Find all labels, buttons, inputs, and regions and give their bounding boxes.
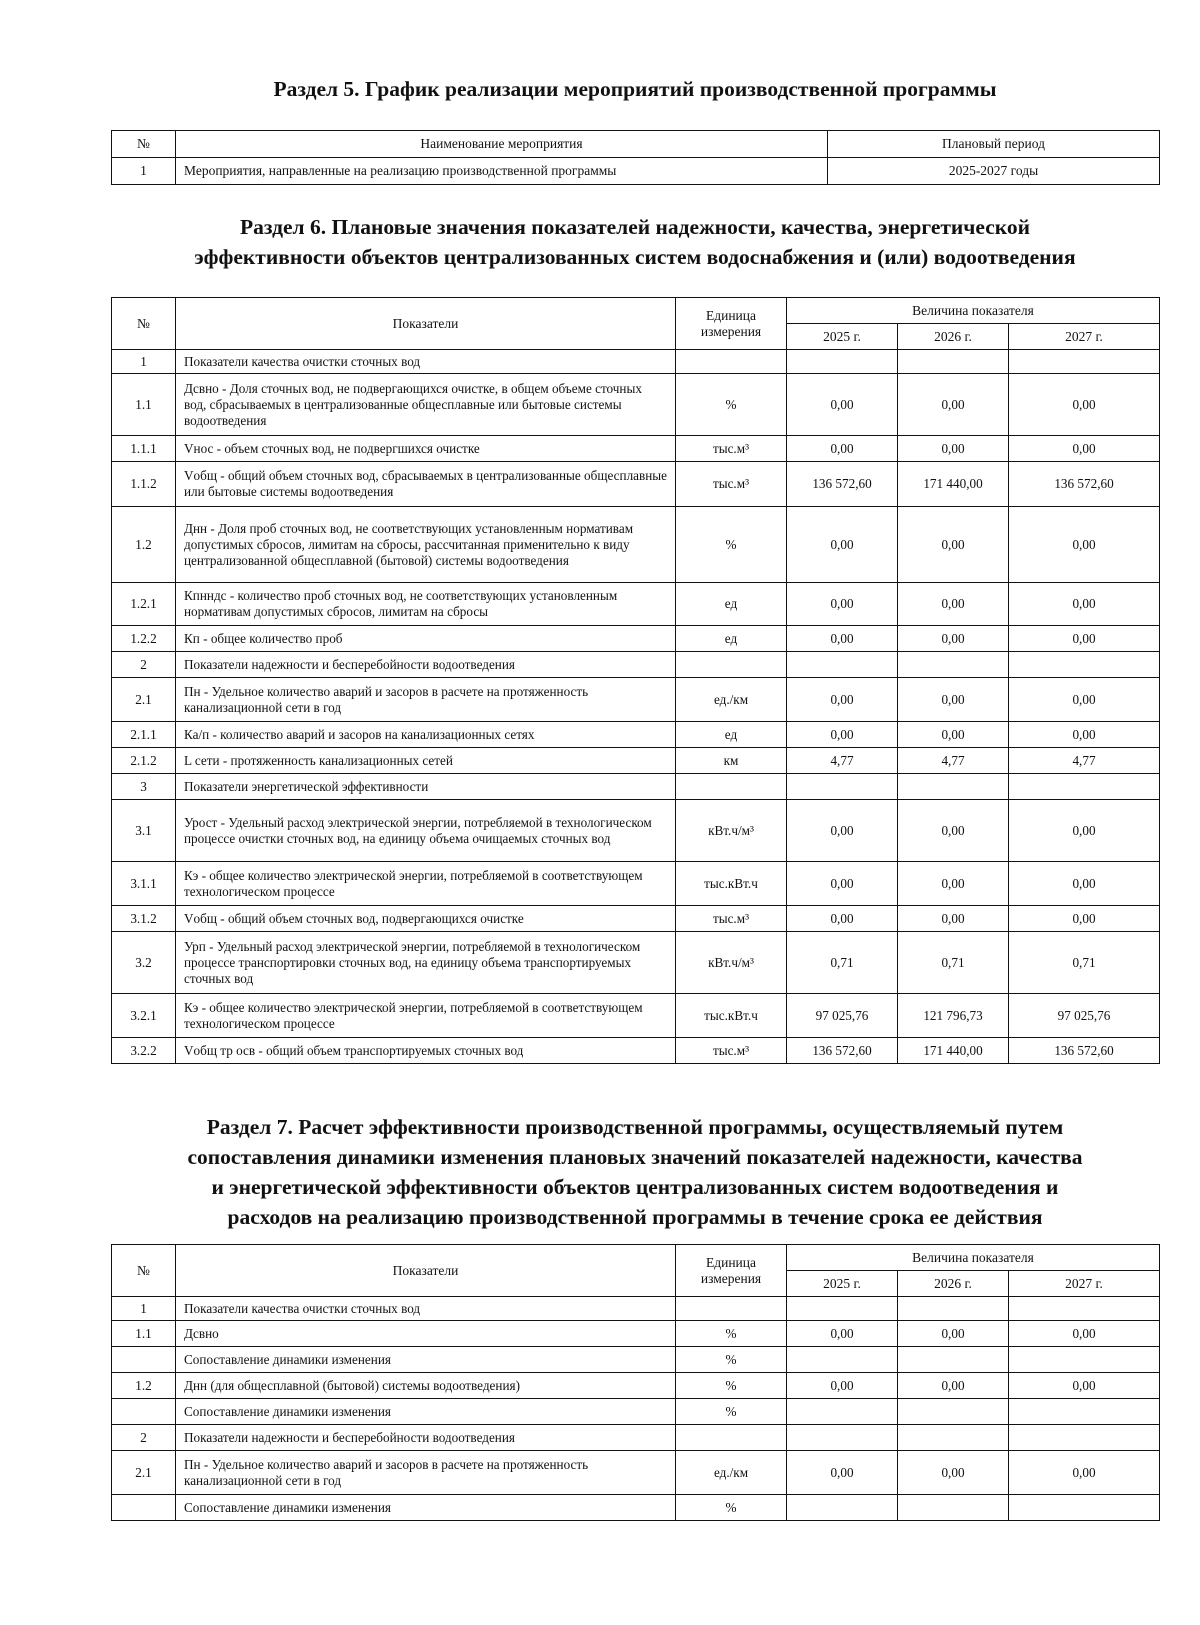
section5-header-row <box>112 131 1160 158</box>
row-unit: км <box>676 748 787 774</box>
row-unit <box>676 1297 787 1321</box>
row-unit: тыс.кВт.ч <box>676 862 787 906</box>
row-value-2027 <box>1009 774 1160 800</box>
section7-title-line: Раздел 7. Расчет эффективности производственной программы, осуществляемый путем <box>206 1115 1064 1139</box>
row-value-2025 <box>787 1425 898 1451</box>
row-value-2026: 0,00 <box>898 626 1009 652</box>
section7-header-row <box>112 1245 1160 1271</box>
row-unit: тыс.м³ <box>676 462 787 507</box>
row-name: Урост - Удельный расход электрической энергии, потребляемой в технологическом процессе очистки сточных вод, на единицу объема очищаемых сточных вод <box>176 800 676 862</box>
row-value-2025: 4,77 <box>787 748 898 774</box>
row-value-2025: 0,00 <box>787 626 898 652</box>
table-row <box>112 350 1160 374</box>
row-value-2026: 0,00 <box>898 1451 1009 1495</box>
row-value-2027 <box>1009 350 1160 374</box>
row-no: 3.1.2 <box>112 906 176 932</box>
row-unit: % <box>676 507 787 583</box>
table-row <box>112 652 1160 678</box>
table-row <box>112 722 1160 748</box>
table-row <box>112 1297 1160 1321</box>
table-row <box>112 1451 1160 1495</box>
row-value-2027: 0,00 <box>1009 678 1160 722</box>
col-year-2026: 2026 г. <box>898 324 1009 350</box>
table-row <box>112 1321 1160 1347</box>
row-no: 3.2.1 <box>112 994 176 1038</box>
table-row <box>112 1495 1160 1521</box>
row-no: 3.2 <box>112 932 176 994</box>
section7-title-line: и энергетической эффективности объектов централизованных систем водоотведения и <box>211 1175 1059 1199</box>
row-value-2025: 0,00 <box>787 507 898 583</box>
row-no: 1.1 <box>112 1321 176 1347</box>
row-value-2027: 0,00 <box>1009 862 1160 906</box>
row-unit <box>676 1425 787 1451</box>
row-value-2026: 0,00 <box>898 1373 1009 1399</box>
section7-title-line: сопоставления динамики изменения плановых значений показателей надежности, качества <box>187 1145 1083 1169</box>
row-name: Пн - Удельное количество аварий и засоров в расчете на протяженность канализационной сети в год <box>176 678 676 722</box>
col-name-header: Показатели <box>176 298 676 350</box>
row-unit: % <box>676 1321 787 1347</box>
row-value-2025: 0,00 <box>787 583 898 626</box>
row-value-2025: 0,00 <box>787 906 898 932</box>
row-no: 2.1 <box>112 678 176 722</box>
row-value-2025: 0,00 <box>787 1321 898 1347</box>
section7-table-body <box>112 1297 1160 1521</box>
row-name: L сети - протяженность канализационных сетей <box>176 748 676 774</box>
col-name-header: Наименование мероприятия <box>176 131 828 158</box>
row-no: 1.1.2 <box>112 462 176 507</box>
row-name: Показатели качества очистки сточных вод <box>176 350 676 374</box>
col-unit-header <box>676 298 787 350</box>
row-name: Кпнндс - количество проб сточных вод, не соответствующих установленным нормативам допустимых сбросов, лимитам на сбросы <box>176 583 676 626</box>
row-value-2027: 136 572,60 <box>1009 462 1160 507</box>
row-value-2026 <box>898 774 1009 800</box>
table-row <box>112 374 1160 436</box>
row-no: 1 <box>112 158 176 185</box>
row-no <box>112 1399 176 1425</box>
table-row <box>112 583 1160 626</box>
row-value-2025 <box>787 1399 898 1425</box>
table-row <box>112 678 1160 722</box>
row-value-2027 <box>1009 1495 1160 1521</box>
row-unit: % <box>676 1373 787 1399</box>
row-unit: ед./км <box>676 1451 787 1495</box>
row-name: Показатели качества очистки сточных вод <box>176 1297 676 1321</box>
col-no-header: № <box>112 1245 176 1297</box>
row-name: Сопоставление динамики изменения <box>176 1347 676 1373</box>
section6-title-line: эффективности объектов централизованных систем водоснабжения и (или) водоотведения <box>194 245 1076 269</box>
row-no: 1.2.2 <box>112 626 176 652</box>
row-value-2025: 0,00 <box>787 722 898 748</box>
row-unit <box>676 652 787 678</box>
row-unit: тыс.м³ <box>676 1038 787 1064</box>
section6-title-line: Раздел 6. Плановые значения показателей надежности, качества, энергетической <box>239 215 1031 239</box>
row-unit <box>676 774 787 800</box>
col-year-2025: 2025 г. <box>787 1271 898 1297</box>
table-row <box>112 1038 1160 1064</box>
col-value-header: Величина показателя <box>787 1245 1160 1271</box>
row-value-2027: 0,00 <box>1009 800 1160 862</box>
row-value-2025 <box>787 652 898 678</box>
row-name: Сопоставление динамики изменения <box>176 1399 676 1425</box>
col-unit-header <box>676 1245 787 1297</box>
row-value-2025: 136 572,60 <box>787 462 898 507</box>
row-value-2027 <box>1009 1399 1160 1425</box>
row-value-2025: 0,00 <box>787 374 898 436</box>
row-value-2025: 136 572,60 <box>787 1038 898 1064</box>
row-value-2026 <box>898 1297 1009 1321</box>
row-unit: ед <box>676 626 787 652</box>
row-unit: ед <box>676 583 787 626</box>
row-value-2026: 0,00 <box>898 800 1009 862</box>
row-unit: % <box>676 1347 787 1373</box>
row-no: 2.1.2 <box>112 748 176 774</box>
table-row <box>112 800 1160 862</box>
row-value-2025: 0,00 <box>787 678 898 722</box>
row-value-2025 <box>787 350 898 374</box>
row-unit: кВт.ч/м³ <box>676 932 787 994</box>
row-value-2025: 97 025,76 <box>787 994 898 1038</box>
row-value-2027: 0,71 <box>1009 932 1160 994</box>
row-value-2025: 0,00 <box>787 1373 898 1399</box>
row-value-2027: 0,00 <box>1009 507 1160 583</box>
row-unit: % <box>676 1495 787 1521</box>
table-row <box>112 462 1160 507</box>
row-value-2025 <box>787 774 898 800</box>
row-value-2026: 0,00 <box>898 906 1009 932</box>
row-name: Показатели надежности и бесперебойности водоотведения <box>176 652 676 678</box>
row-unit: ед <box>676 722 787 748</box>
row-unit: ед./км <box>676 678 787 722</box>
row-no: 3.1 <box>112 800 176 862</box>
row-value-2027: 0,00 <box>1009 1451 1160 1495</box>
row-value-2026 <box>898 652 1009 678</box>
row-name: Vобщ - общий объем сточных вод, сбрасываемых в централизованные общесплавные или бытовые системы водоотведения <box>176 462 676 507</box>
row-no: 2 <box>112 1425 176 1451</box>
row-no: 1.2.1 <box>112 583 176 626</box>
table-row <box>112 774 1160 800</box>
col-no-header: № <box>112 131 176 158</box>
unit-header-line: измерения <box>700 323 762 339</box>
section6-title <box>110 212 1160 272</box>
row-no: 1 <box>112 350 176 374</box>
table-row <box>112 862 1160 906</box>
row-value-2027: 0,00 <box>1009 1321 1160 1347</box>
row-name: Пн - Удельное количество аварий и засоров в расчете на протяженность канализационной сети в год <box>176 1451 676 1495</box>
row-no: 2 <box>112 652 176 678</box>
table-row <box>112 507 1160 583</box>
col-year-2027: 2027 г. <box>1009 324 1160 350</box>
section6-table-body <box>112 350 1160 1064</box>
row-value-2026: 0,00 <box>898 1321 1009 1347</box>
col-year-2025: 2025 г. <box>787 324 898 350</box>
row-name: Мероприятия, направленные на реализацию производственной программы <box>176 158 828 185</box>
row-name: Vобщ - общий объем сточных вод, подвергающихся очистке <box>176 906 676 932</box>
row-name: Показатели надежности и бесперебойности водоотведения <box>176 1425 676 1451</box>
row-value-2026: 171 440,00 <box>898 462 1009 507</box>
row-value-2026 <box>898 350 1009 374</box>
row-no: 2.1.1 <box>112 722 176 748</box>
row-value-2027: 4,77 <box>1009 748 1160 774</box>
table-row <box>112 158 1160 185</box>
row-period: 2025-2027 годы <box>828 158 1160 185</box>
row-no <box>112 1495 176 1521</box>
row-no: 1.2 <box>112 1373 176 1399</box>
row-value-2026: 0,00 <box>898 722 1009 748</box>
section5-title: Раздел 5. График реализации мероприятий производственной программы <box>273 77 997 101</box>
row-name: Кэ - общее количество электрической энергии, потребляемой в соответствующем технологическом процессе <box>176 994 676 1038</box>
row-name: Урп - Удельный расход электрической энергии, потребляемой в технологическом процессе транспортировки сточных вод, на единицу объема транспортируемых сточных вод <box>176 932 676 994</box>
row-value-2025: 0,00 <box>787 436 898 462</box>
table-row <box>112 1425 1160 1451</box>
row-name: Кп - общее количество проб <box>176 626 676 652</box>
row-name: Ка/п - количество аварий и засоров на канализационных сетях <box>176 722 676 748</box>
table-row <box>112 748 1160 774</box>
col-year-2027: 2027 г. <box>1009 1271 1160 1297</box>
row-no: 3.1.1 <box>112 862 176 906</box>
row-name: Дсвно <box>176 1321 676 1347</box>
row-unit: % <box>676 1399 787 1425</box>
row-value-2026: 0,00 <box>898 678 1009 722</box>
row-value-2026: 0,71 <box>898 932 1009 994</box>
row-value-2027: 0,00 <box>1009 1373 1160 1399</box>
row-value-2026: 0,00 <box>898 436 1009 462</box>
col-value-header: Величина показателя <box>787 298 1160 324</box>
unit-header-line: Единица <box>705 1254 756 1270</box>
row-unit: % <box>676 374 787 436</box>
section6-header-row <box>112 298 1160 324</box>
row-value-2027: 0,00 <box>1009 583 1160 626</box>
row-value-2026 <box>898 1347 1009 1373</box>
table-row <box>112 932 1160 994</box>
row-no: 1.2 <box>112 507 176 583</box>
row-name: Днн (для общесплавной (бытовой) системы водоотведения) <box>176 1373 676 1399</box>
row-unit: кВт.ч/м³ <box>676 800 787 862</box>
section5-table <box>111 130 1160 185</box>
row-value-2027 <box>1009 652 1160 678</box>
row-unit <box>676 350 787 374</box>
row-value-2026: 121 796,73 <box>898 994 1009 1038</box>
row-value-2025 <box>787 1347 898 1373</box>
row-value-2027: 0,00 <box>1009 626 1160 652</box>
row-value-2026 <box>898 1425 1009 1451</box>
row-value-2025: 0,00 <box>787 862 898 906</box>
section7-title <box>110 1112 1160 1232</box>
row-value-2027 <box>1009 1297 1160 1321</box>
row-value-2027 <box>1009 1347 1160 1373</box>
table-row <box>112 1373 1160 1399</box>
row-unit: тыс.м³ <box>676 436 787 462</box>
row-no: 1.1.1 <box>112 436 176 462</box>
table-row <box>112 1347 1160 1373</box>
row-value-2025: 0,00 <box>787 800 898 862</box>
row-value-2025 <box>787 1297 898 1321</box>
row-value-2027: 0,00 <box>1009 436 1160 462</box>
col-year-2026: 2026 г. <box>898 1271 1009 1297</box>
row-value-2026 <box>898 1399 1009 1425</box>
section7-table <box>111 1244 1160 1521</box>
col-no-header: № <box>112 298 176 350</box>
section6-table <box>111 297 1160 1064</box>
table-row <box>112 994 1160 1038</box>
col-period-header: Плановый период <box>828 131 1160 158</box>
row-value-2027 <box>1009 1425 1160 1451</box>
row-value-2026: 171 440,00 <box>898 1038 1009 1064</box>
row-name: Сопоставление динамики изменения <box>176 1495 676 1521</box>
row-value-2025: 0,71 <box>787 932 898 994</box>
row-name: Кэ - общее количество электрической энергии, потребляемой в соответствующем технологическом процессе <box>176 862 676 906</box>
row-value-2026: 4,77 <box>898 748 1009 774</box>
table-row <box>112 906 1160 932</box>
row-value-2026: 0,00 <box>898 862 1009 906</box>
unit-header-line: Единица <box>705 307 756 323</box>
row-value-2027: 97 025,76 <box>1009 994 1160 1038</box>
row-value-2026: 0,00 <box>898 583 1009 626</box>
row-value-2025: 0,00 <box>787 1451 898 1495</box>
row-name: Показатели энергетической эффективности <box>176 774 676 800</box>
row-name: Vобщ тр осв - общий объем транспортируемых сточных вод <box>176 1038 676 1064</box>
row-value-2027: 136 572,60 <box>1009 1038 1160 1064</box>
col-name-header: Показатели <box>176 1245 676 1297</box>
row-name: Дсвно - Доля сточных вод, не подвергающихся очистке, в общем объеме сточных вод, сбрасываемых в централизованные общесплавные или бытовые системы водоотведения <box>176 374 676 436</box>
unit-header-line: измерения <box>700 1270 762 1286</box>
row-name: Днн - Доля проб сточных вод, не соответствующих установленным нормативам допустимых сбросов, лимитам на сбросы, рассчитанная применительно к виду централизованной общесплавной (бытовой) системы водоотведения <box>176 507 676 583</box>
row-no: 1.1 <box>112 374 176 436</box>
row-value-2026 <box>898 1495 1009 1521</box>
row-no: 3.2.2 <box>112 1038 176 1064</box>
row-no: 3 <box>112 774 176 800</box>
row-value-2026: 0,00 <box>898 507 1009 583</box>
table-row <box>112 436 1160 462</box>
row-value-2027: 0,00 <box>1009 906 1160 932</box>
row-value-2025 <box>787 1495 898 1521</box>
row-no <box>112 1347 176 1373</box>
row-value-2027: 0,00 <box>1009 374 1160 436</box>
section7-title-line: расходов на реализацию производственной программы в течение срока ее действия <box>227 1205 1043 1229</box>
row-no: 1 <box>112 1297 176 1321</box>
row-unit: тыс.кВт.ч <box>676 994 787 1038</box>
row-name: Vнос - объем сточных вод, не подвергшихся очистке <box>176 436 676 462</box>
row-value-2026: 0,00 <box>898 374 1009 436</box>
row-value-2027: 0,00 <box>1009 722 1160 748</box>
row-no: 2.1 <box>112 1451 176 1495</box>
table-row <box>112 1399 1160 1425</box>
row-unit: тыс.м³ <box>676 906 787 932</box>
table-row <box>112 626 1160 652</box>
